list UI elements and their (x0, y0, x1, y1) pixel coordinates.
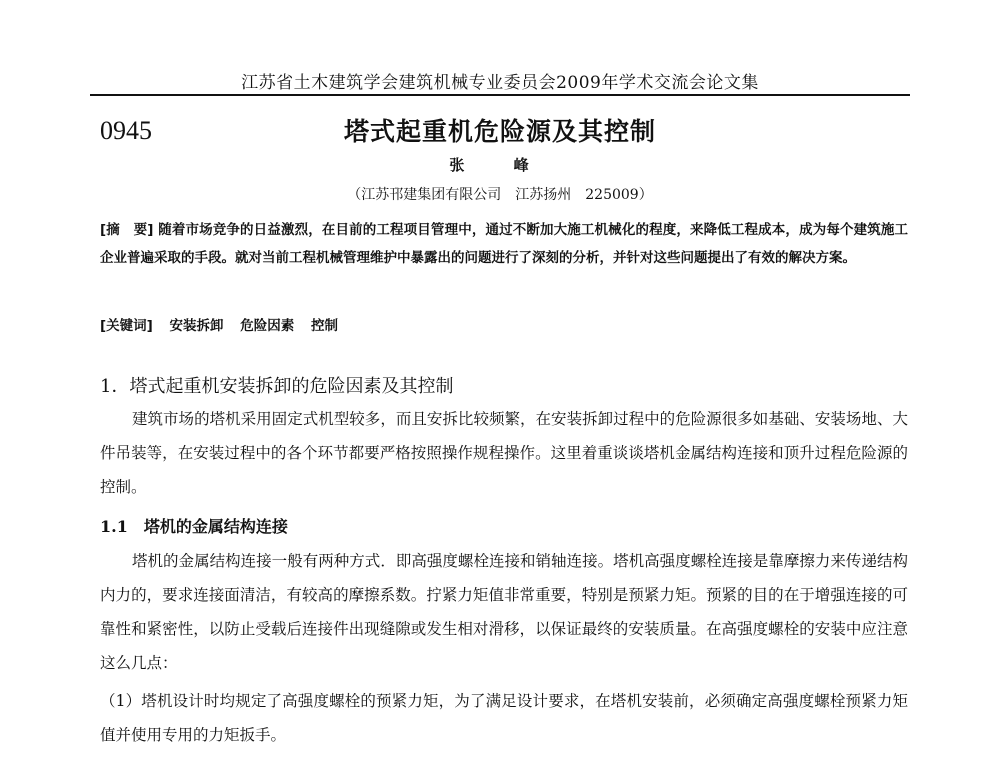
keyword-item: 危险因素 (240, 318, 295, 334)
keywords-label: [关键词] (100, 318, 153, 334)
subsection-heading: 1.1 塔机的金属结构连接 (100, 517, 288, 536)
keyword-item: 安装拆卸 (169, 318, 224, 334)
author-name: 张 峰 (449, 156, 551, 174)
paper-title: 塔式起重机危险源及其控制 (343, 117, 656, 146)
keyword-item: 控制 (310, 318, 338, 334)
paper-number: 0945 (100, 116, 152, 145)
subsection-paragraph: 塔机的金属结构连接一般有两种方式．即高强度螺栓连接和销轴连接。塔机高强度螺栓连接是靠摩擦力来传递结构内力的，要求连接面清洁，有较高的摩擦系数。拧紧力矩值非常重要，特别是预紧力矩。预紧的目的在于增强连接的可靠性和紧密性，以防止受载后连接件出现缝隙或发生相对滑移，以保证最终的安装质量。在高强度螺栓的安装中应注意这么几点： (100, 552, 908, 672)
abstract-text: 随着市场竞争的日益激烈，在目前的工程项目管理中，通过不断加大施工机械化的程度，来降低工程成本，成为每个建筑施工企业普遍采取的手段。就对当前工程机械管理维护中暴露出的问题进行了深刻的分析，并针对这些问题提出了有效的解决方案。 (100, 222, 909, 266)
section-paragraph: 建筑市场的塔机采用固定式机型较多，而且安拆比较频繁，在安装拆卸过程中的危险源很多如基础、安装场地、大件吊装等，在安装过程中的各个环节都要严格按照操作规程操作。这里着重谈谈塔机金属结构连接和顶升过程危险源的控制。 (100, 410, 908, 496)
list-item-1: （1）塔机设计时均规定了高强度螺栓的预紧力矩，为了满足设计要求，在塔机安装前，必须确定高强度螺栓预紧力矩值并使用专用的力矩扳手。 (100, 692, 908, 744)
section-heading: 1．塔式起重机安装拆卸的危险因素及其控制 (100, 376, 454, 397)
header-rule (90, 94, 910, 96)
keywords (100, 314, 908, 334)
author-affiliation: （江苏邗建集团有限公司 江苏扬州 225009） (347, 187, 653, 203)
abstract (100, 216, 908, 272)
running-header: 江苏省土木建筑学会建筑机械专业委员会2009年学术交流会论文集 (241, 73, 759, 93)
abstract-label: [摘 要] (100, 222, 154, 238)
